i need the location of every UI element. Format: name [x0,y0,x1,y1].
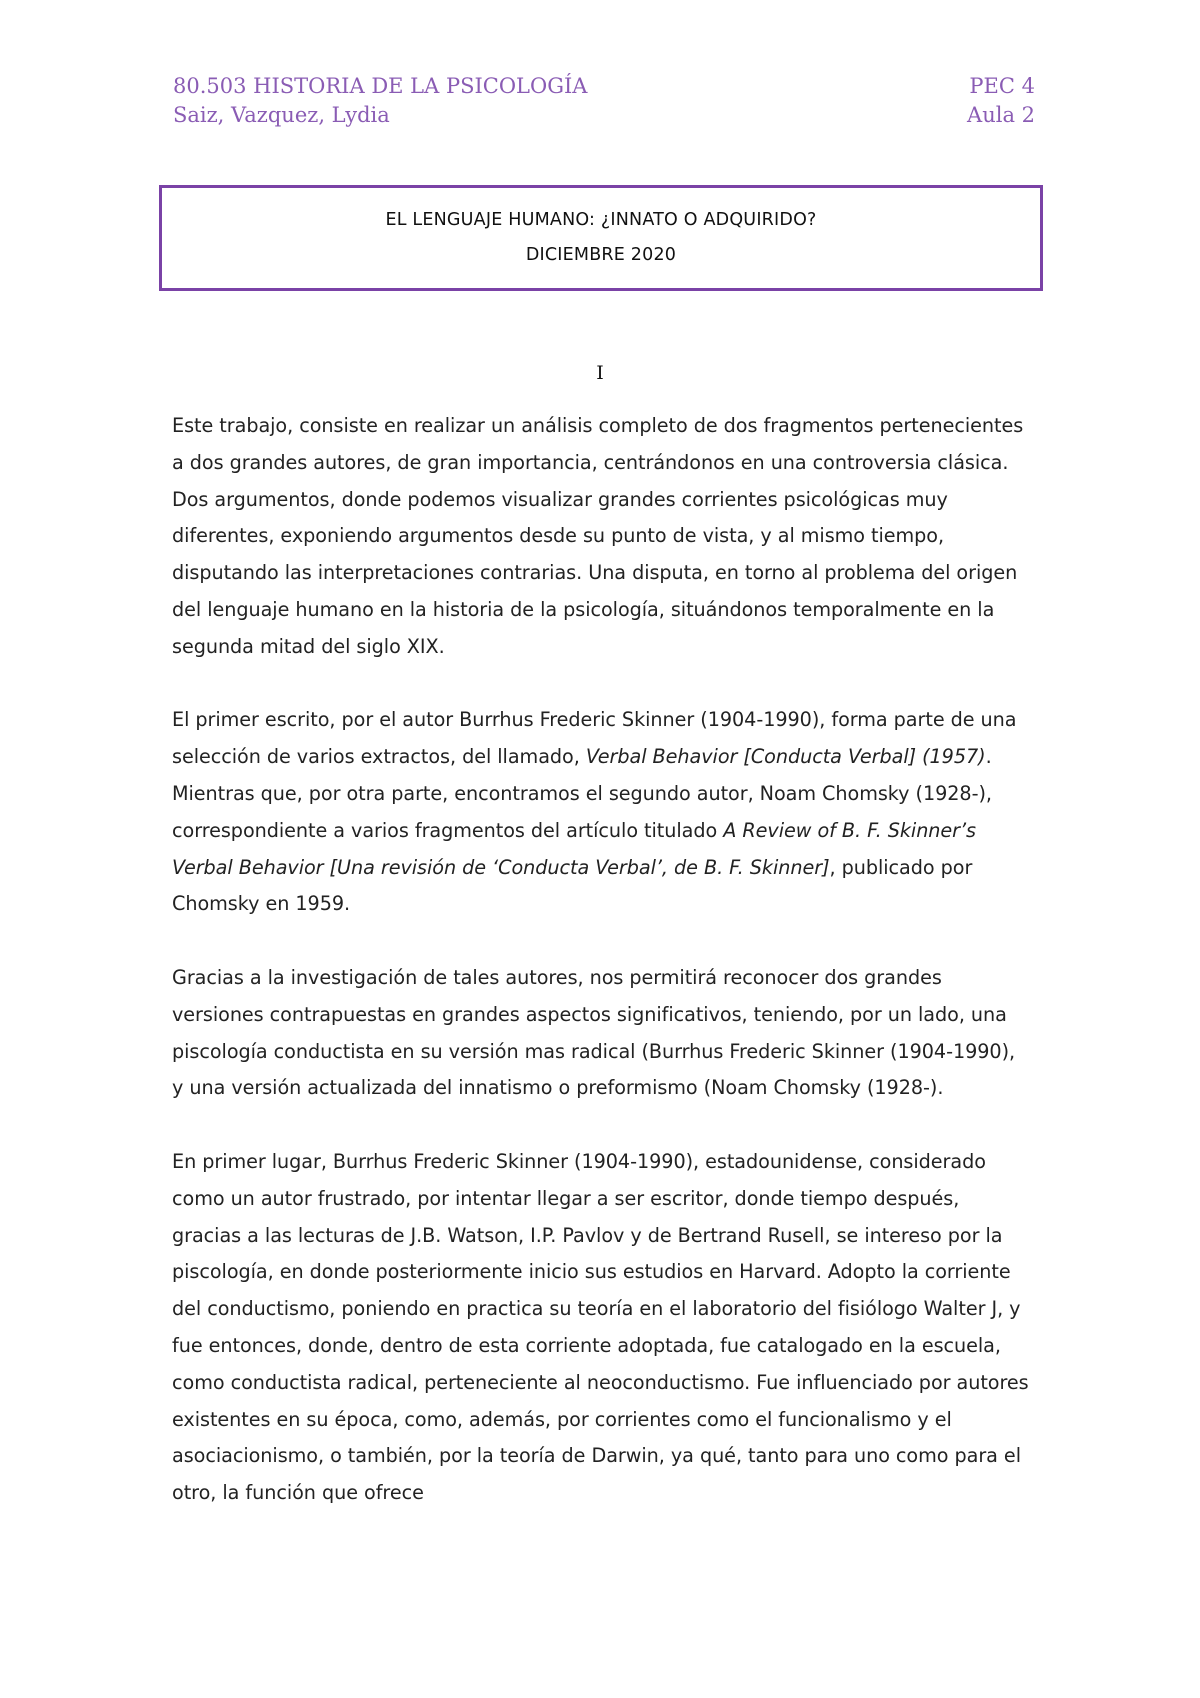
assignment-label: PEC 4 [969,74,1035,98]
paragraph-2-text-1: El primer escrito, por el autor Burrhus Frederic Skinner (1904-1990), forma parte de una selección de varios extractos, del llamado, [172,708,1017,769]
paragraph-4: En primer lugar, Burrhus Frederic Skinner (1904-1990), estadounidense, considerado como un autor frustrado, por intentar llegar a ser escritor, donde tiempo después, gracias a las lecturas de J.B. Watson, I.P. Pavlov y de Bertrand Rusell, se intereso por la piscología, en donde posteriormente inicio sus estudios en Harvard. Adopto la corriente del conductismo, poniendo en practica su teoría en el laboratorio del fisiólogo Walter J, y fue entonces, donde, dentro de esta corriente adoptada, fue catalogado en la escuela, como conductista radical, perteneciente al neoconductismo. Fue influenciado por autores existentes en su época, como, además, por corrientes como el funcionalismo y el asociacionismo, o también, por la teoría de Darwin, ya qué, tanto para uno como para el otro, la función que ofrece [172,1149,1029,1505]
section-number: I [596,362,604,384]
document-date: DICIEMBRE 2020 [525,245,677,265]
classroom-label: Aula 2 [967,103,1035,127]
paragraph-2-text-3: , publicado por Chomsky en 1959. [172,855,973,916]
paragraph-2-text-2: . Mientras que, por otra parte, encontramos el segundo autor, Noam Chomsky (1928-), correspondiente a varios fragmentos del artículo titulado [172,745,992,842]
header-row-1 [173,72,1035,100]
document-title: EL LENGUAJE HUMANO: ¿INNATO O ADQUIRIDO? [385,210,817,230]
paragraph-3: Gracias a la investigación de tales autores, nos permitirá reconocer dos grandes versiones contrapuestas en grandes aspectos significativos, teniendo, por un lado, una piscología conductista en su versión mas radical (Burrhus Frederic Skinner (1904-1990), y una versión actualizada del innatismo o preformismo (Noam Chomsky (1928-). [172,965,1016,1100]
header-row-2 [173,101,1035,129]
paragraph-1: Este trabajo, consiste en realizar un análisis completo de dos fragmentos pertenecientes a dos grandes autores, de gran importancia, centrándonos en una controversia clásica. Dos argumentos, donde podemos visualizar grandes corrientes psicológicas muy diferentes, exponiendo argumentos desde su punto de vista, y al mismo tiempo, disputando las interpretaciones contrarias. Una disputa, en torno al problema del origen del lenguaje humano en la historia de la psicología, situándonos temporalmente en la segunda mitad del siglo XIX. [172,414,1024,658]
author-name: Saiz, Vazquez, Lydia [173,103,390,127]
book-title: Verbal Behavior [Conducta Verbal] (1957) [585,745,986,769]
paragraph-2 [172,702,1032,923]
title-box [159,185,1043,291]
course-title: 80.503 HISTORIA DE LA PSICOLOGÍA [173,74,588,98]
document-body [172,408,1032,1549]
article-title: A Review of B. F. Skinner’s Verbal Behavior [Una revisión de ‘Conducta Verbal’, de B. F. Skinner] [172,818,977,879]
